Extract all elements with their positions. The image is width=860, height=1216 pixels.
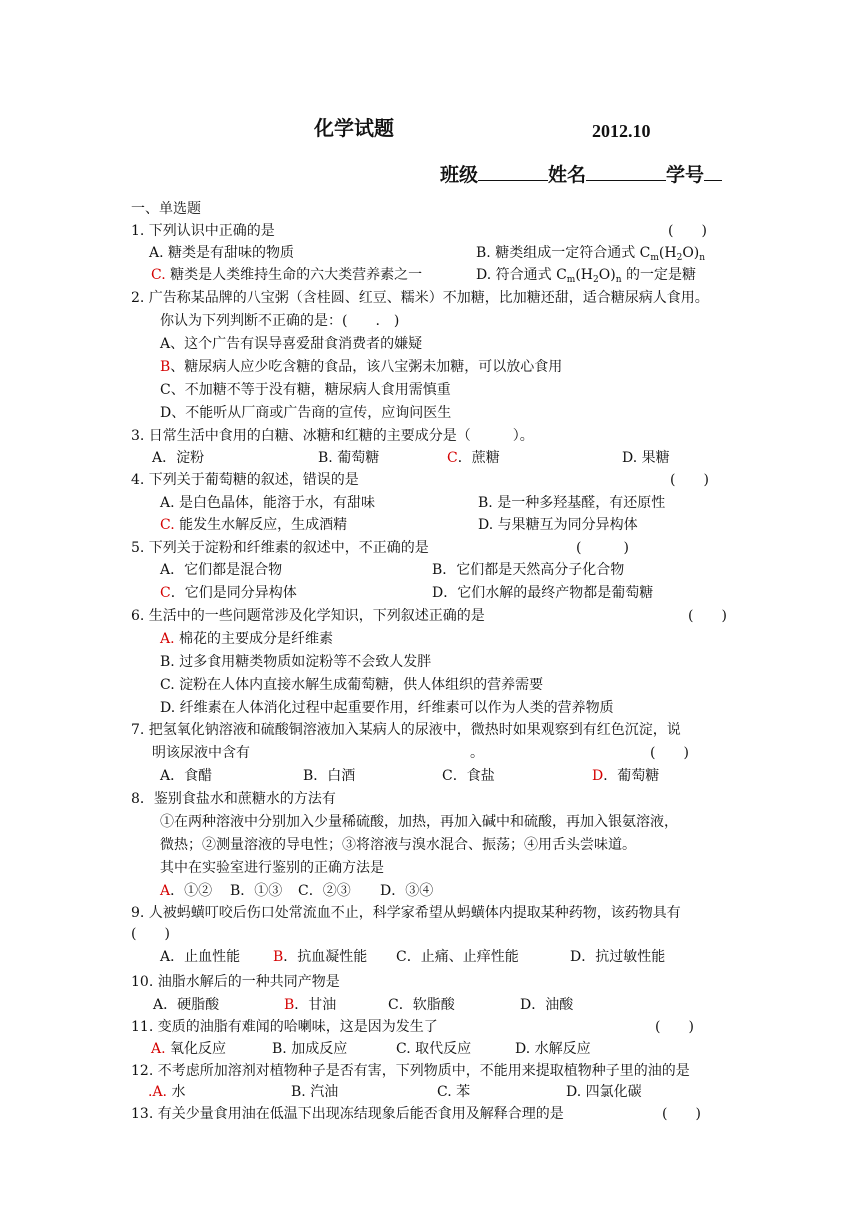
q11-stem: 11. 变质的油脂有难闻的哈喇味，这是因为发生了 — [131, 1019, 438, 1035]
q4-stem: 4. 下列关于葡萄糖的叙述，错误的是 — [131, 472, 359, 488]
q4-answer-paren: ( ) — [670, 472, 709, 488]
q5-answer-paren: ( ) — [576, 540, 629, 556]
answer-mark: .A. — [148, 1084, 168, 1100]
answer-mark: A — [160, 883, 171, 899]
q4-option-c: C. 能发生水解反应，生成酒精 — [160, 517, 348, 533]
q11-option-c: C. 取代反应 — [396, 1041, 472, 1057]
class-label: 班级 — [440, 164, 479, 186]
q7-dot: 。 — [470, 745, 484, 761]
page-title: 化学试题 — [314, 116, 394, 140]
q2-stem: 2. 广告称某品牌的八宝粥（含桂圆、红豆、糯米）不加糖，比加糖还甜，适合糖尿病人食用。 — [131, 290, 709, 306]
q5-option-b: B．它们都是天然高分子化合物 — [432, 562, 625, 578]
answer-mark: B — [273, 949, 284, 965]
q7-stem-line2: 明该尿液中含有 — [152, 745, 250, 761]
q8-option-c: C．②③ — [298, 883, 351, 899]
q7-option-c: C．食盐 — [442, 768, 495, 784]
q7-stem: 7. 把氢氧化钠溶液和硫酸铜溶液加入某病人的尿液中，微热时如果观察到有红色沉淀，说 — [131, 722, 681, 738]
id-label: 学号 — [666, 164, 705, 186]
q5-stem: 5. 下列关于淀粉和纤维素的叙述中，不正确的是 — [131, 540, 429, 556]
q2-option-d: D、不能听从厂商或广告商的宣传，应询问医生 — [160, 405, 452, 421]
q3-option-a: A．淀粉 — [152, 450, 205, 466]
q2-option-a: A、这个广告有误导喜爱甜食消费者的嫌疑 — [160, 336, 423, 352]
q3-option-c: C．蔗糖 — [447, 450, 500, 466]
q7-answer-paren: ( ) — [650, 745, 689, 761]
q7-option-a: A．食醋 — [160, 768, 213, 784]
q9-option-d: D．抗过敏性能 — [570, 949, 666, 965]
answer-mark: A. — [160, 631, 175, 647]
answer-mark: C. — [151, 267, 166, 283]
q6-option-c: C. 淀粉在人体内直接水解生成葡萄糖，供人体组织的营养需要 — [160, 677, 544, 693]
q8-stem: 8．鉴别食盐水和蔗糖水的方法有 — [131, 791, 336, 807]
answer-mark: B — [160, 359, 171, 375]
q9-stem: 9. 人被蚂蟥叮咬后伤口处常流血不止，科学家希望从蚂蟥体内提取某种药物，该药物具有 — [131, 905, 681, 921]
q5-option-a: A．它们都是混合物 — [160, 562, 283, 578]
q2-option-b: B、糖尿病人应少吃含糖的食品，该八宝粥未加糖，可以放心食用 — [160, 359, 563, 375]
student-info-line — [440, 160, 722, 187]
q8-option-b: B．①③ — [230, 883, 283, 899]
q6-option-a: A. 棉花的主要成分是纤维素 — [160, 631, 334, 647]
id-blank[interactable] — [704, 162, 722, 181]
q11-answer-paren: ( ) — [655, 1019, 694, 1035]
q13-stem: 13. 有关少量食用油在低温下出现冻结现象后能否食用及解释合理的是 — [131, 1106, 564, 1122]
answer-mark: C — [447, 450, 458, 466]
q11-option-b: B. 加成反应 — [272, 1041, 348, 1057]
q9-option-a: A．止血性能 — [160, 949, 241, 965]
answer-mark: C — [160, 585, 171, 601]
q1-answer-paren: ( ) — [668, 223, 707, 239]
answer-mark: B — [284, 997, 295, 1013]
name-blank[interactable] — [586, 162, 666, 181]
q8-option-a: A．①② — [160, 883, 213, 899]
q10-option-d: D．油酸 — [520, 997, 574, 1013]
q5-option-d: D．它们水解的最终产物都是葡萄糖 — [432, 585, 654, 601]
q10-stem: 10. 油脂水解后的一种共同产物是 — [131, 974, 340, 990]
q12-option-d: D. 四氯化碳 — [566, 1084, 642, 1100]
q4-option-b: B. 是一种多羟基醛，有还原性 — [478, 495, 666, 511]
q9-option-c: C．止痛、止痒性能 — [396, 949, 519, 965]
answer-mark: C. — [160, 517, 175, 533]
q8-line1: ①在两种溶液中分别加入少量稀硫酸，加热，再加入碱中和硫酸，再加入银氨溶液， — [160, 814, 678, 830]
q4-option-a: A. 是白色晶体，能溶于水，有甜味 — [160, 495, 376, 511]
q1-option-b: B. 糖类组成一定符合通式 $C_m(H_2O)_n$ — [476, 245, 706, 263]
section-heading: 一、单选题 — [131, 201, 201, 217]
q1-option-c: C. 糖类是人类维持生命的六大类营养素之一 — [151, 267, 423, 283]
q10-option-c: C．软脂酸 — [388, 997, 455, 1013]
q1-option-d: D. 符合通式 $C_m(H_2O)_n$ 的一定是糖 — [476, 267, 696, 285]
answer-mark: A. — [151, 1041, 166, 1057]
q3-stem: 3. 日常生活中食用的白糖、冰糖和红糖的主要成分是（ ）。 — [131, 428, 534, 444]
q12-stem: 12. 不考虑所加溶剂对植物种子是否有害，下列物质中，不能用来提取植物种子里的油的是 — [131, 1063, 690, 1079]
q10-option-b: B．甘油 — [284, 997, 337, 1013]
q5-option-c: C．它们是同分异构体 — [160, 585, 297, 601]
q3-option-b: B. 葡萄糖 — [318, 450, 380, 466]
q7-option-b: B．白酒 — [303, 768, 356, 784]
q8-line2: 微热；②测量溶液的导电性；③将溶液与溴水混合、振荡；④用舌头尝味道。 — [160, 837, 636, 853]
q12-option-c: C. 苯 — [437, 1084, 471, 1100]
q7-option-d: D．葡萄糖 — [592, 768, 660, 784]
q12-option-a: .A. 水 — [148, 1084, 186, 1100]
q13-answer-paren: ( ) — [662, 1106, 701, 1122]
q6-answer-paren: ( ) — [688, 608, 727, 624]
q8-option-d: D．③④ — [380, 883, 434, 899]
q3-option-d: D. 果糖 — [622, 450, 670, 466]
q10-option-a: A．硬脂酸 — [153, 997, 220, 1013]
q1-stem: 1. 下列认识中正确的是 — [131, 223, 275, 239]
q6-stem: 6. 生活中的一些问题常涉及化学知识，下列叙述正确的是 — [131, 608, 485, 624]
answer-mark: D — [592, 768, 604, 784]
q11-option-d: D. 水解反应 — [515, 1041, 591, 1057]
name-label: 姓名 — [548, 164, 587, 186]
q1-option-a: A. 糖类是有甜味的物质 — [149, 245, 295, 261]
q11-option-a: A. 氧化反应 — [151, 1041, 227, 1057]
q8-line3: 其中在实验室进行鉴别的正确方法是 — [160, 860, 384, 876]
class-blank[interactable] — [478, 162, 548, 181]
exam-date: 2012.10 — [592, 121, 651, 141]
q4-option-d: D. 与果糖互为同分异构体 — [478, 517, 638, 533]
q9-answer-paren: ( ) — [131, 926, 170, 942]
q12-option-b: B. 汽油 — [291, 1084, 339, 1100]
q9-option-b: B．抗血凝性能 — [273, 949, 368, 965]
q2-option-c: C、不加糖不等于没有糖，糖尿病人食用需慎重 — [160, 382, 451, 398]
q6-option-b: B. 过多食用糖类物质如淀粉等不会致人发胖 — [160, 654, 432, 670]
q2-stem-line2: 你认为下列判断不正确的是：( . ) — [160, 313, 400, 329]
q6-option-d: D. 纤维素在人体消化过程中起重要作用，纤维素可以作为人类的营养物质 — [160, 700, 614, 716]
